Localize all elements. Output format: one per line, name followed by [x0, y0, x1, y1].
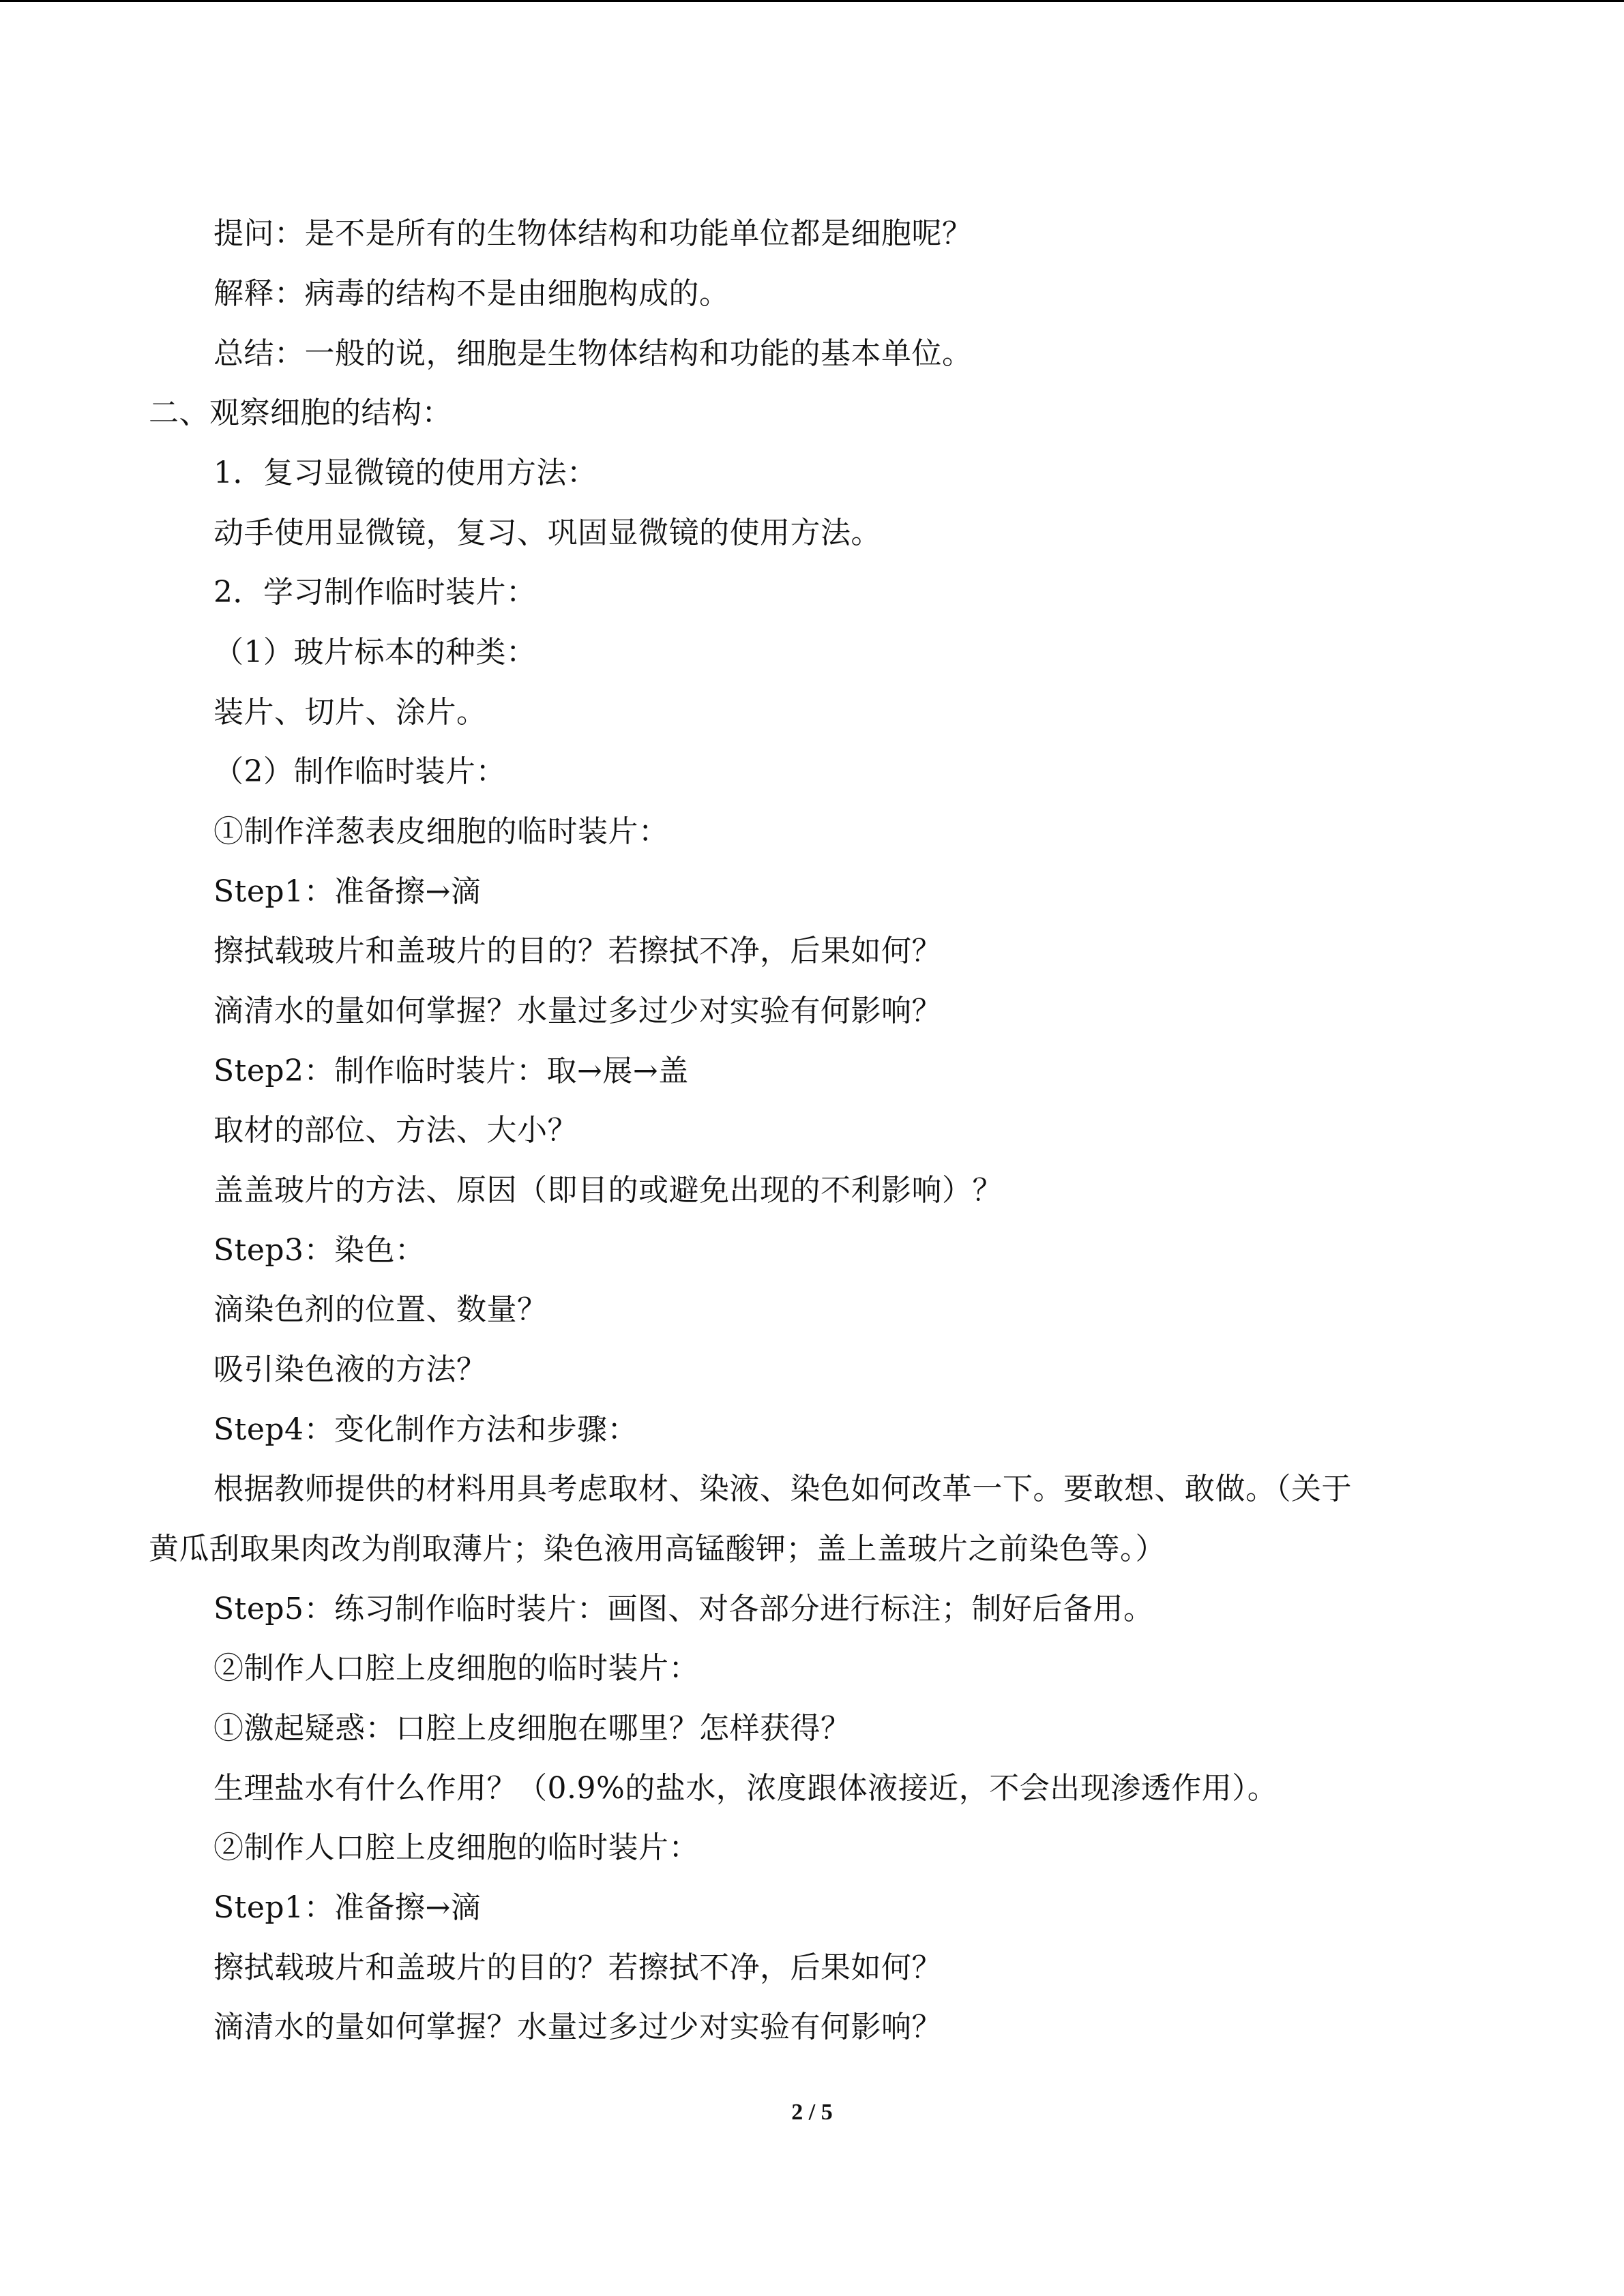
text-line: 盖盖玻片的方法、原因（即目的或避免出现的不利影响）？ [213, 1173, 1003, 1208]
document-page [149, 0, 1472, 2296]
text-line: Step2：制作临时装片：取→展→盖 [213, 1054, 689, 1088]
text-line: Step5：练习制作临时装片：画图、对各部分进行标注；制好后备用。 [213, 1592, 1154, 1626]
text-line: 滴清水的量如何掌握？水量过多过少对实验有何影响？ [213, 994, 942, 1028]
text-line: 根据教师提供的材料用具考虑取材、染液、染色如何改革一下。要敢想、敢做。（关于 [213, 1472, 1352, 1506]
text-line: Step3：染色： [213, 1233, 426, 1268]
text-line: 滴清水的量如何掌握？水量过多过少对实验有何影响？ [213, 2010, 942, 2044]
text-line: 生理盐水有什么作用？（0.9%的盐水，浓度跟体液接近，不会出现渗透作用）。 [213, 1771, 1278, 1806]
text-line: ②制作人口腔上皮细胞的临时装片： [213, 1651, 699, 1686]
text-line: Step4：变化制作方法和步骤： [213, 1412, 638, 1447]
text-line: Step1：准备擦→滴 [213, 1890, 482, 1925]
text-line: 黄瓜刮取果肉改为削取薄片；染色液用高锰酸钾；盖上盖玻片之前染色等。） [149, 1532, 1166, 1566]
text-line: ①激起疑惑：口腔上皮细胞在哪里？怎样获得？ [213, 1711, 851, 1746]
text-line: 动手使用显微镜，复习、巩固显微镜的使用方法。 [213, 516, 881, 550]
text-line: 解释：病毒的结构不是由细胞构成的。 [213, 276, 730, 311]
text-line: 滴染色剂的位置、数量？ [213, 1292, 548, 1327]
text-line: ①制作洋葱表皮细胞的临时装片： [213, 814, 669, 849]
subsection-heading: 1．复习显微镜的使用方法： [213, 456, 597, 490]
page-number: 2 / 5 [791, 2100, 833, 2125]
text-line: 擦拭载玻片和盖玻片的目的？若擦拭不净，后果如何？ [213, 934, 942, 968]
text-line: 提问：是不是所有的生物体结构和功能单位都是细胞呢？ [213, 216, 973, 251]
text-line: 吸引染色液的方法？ [213, 1352, 487, 1387]
text-line: Step1：准备擦→滴 [213, 874, 482, 909]
text-line: （2）制作临时装片： [213, 754, 506, 789]
subsection-heading: 2．学习制作临时装片： [213, 575, 537, 610]
text-line: 取材的部位、方法、大小？ [213, 1113, 578, 1148]
section-heading: 二、观察细胞的结构： [149, 396, 452, 430]
text-line: ②制作人口腔上皮细胞的临时装片： [213, 1830, 699, 1865]
text-line: （1）玻片标本的种类： [213, 635, 537, 670]
text-line: 装片、切片、涂片。 [213, 695, 487, 730]
text-line: 擦拭载玻片和盖玻片的目的？若擦拭不净，后果如何？ [213, 1950, 942, 1985]
text-line: 总结：一般的说，细胞是生物体结构和功能的基本单位。 [213, 336, 973, 371]
